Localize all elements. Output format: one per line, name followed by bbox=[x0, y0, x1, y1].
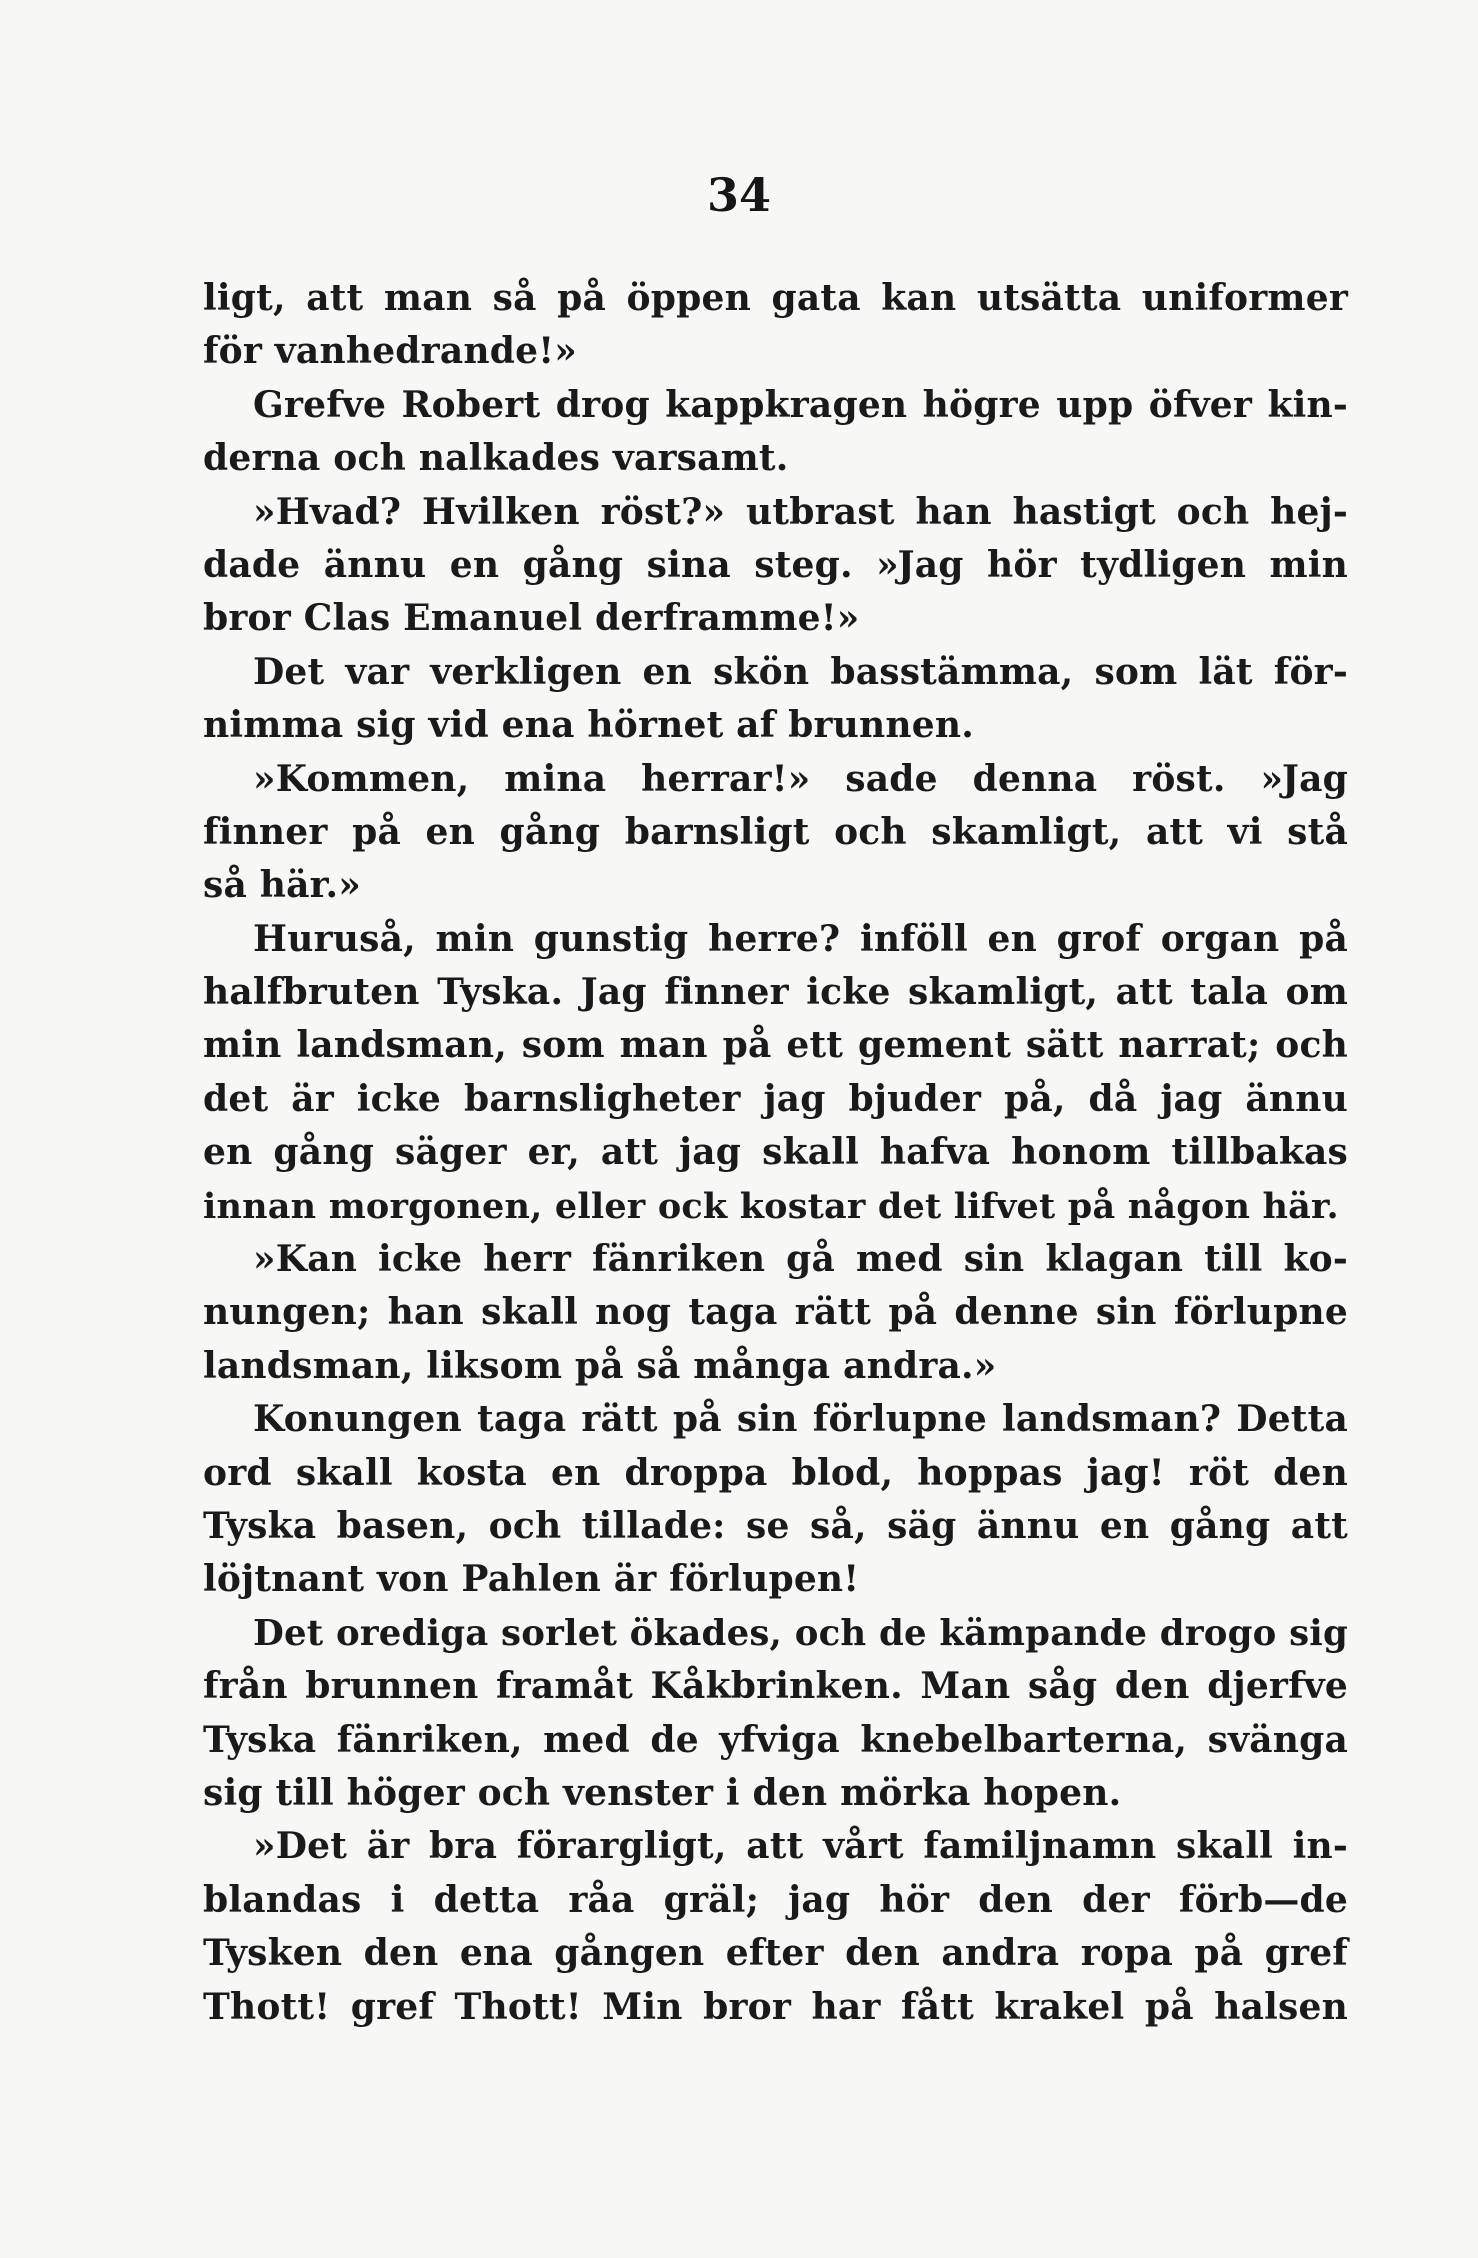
text-line: finner på en gång barnsligt och skamligt, att vi stå bbox=[203, 810, 1348, 853]
text-line: dade ännu en gång sina steg. »Jag hör tydligen min bbox=[203, 543, 1348, 586]
text-line: bror Clas Emanuel derframme!» bbox=[203, 597, 860, 640]
text-line: ligt, att man så på öppen gata kan utsätta uniformer bbox=[203, 277, 1348, 319]
text-line: halfbruten Tyska. Jag finner icke skamligt, att tala om bbox=[203, 971, 1348, 1014]
text-line: derna och nalkades varsamt. bbox=[203, 437, 789, 480]
text-line: »Det är bra förargligt, att vårt familjnamn skall in- bbox=[253, 1825, 1348, 1868]
text-line: Tyska basen, och tillade: se så, säg ännu en gång att bbox=[203, 1504, 1348, 1547]
text-line: en gång säger er, att jag skall hafva honom tillbakas bbox=[203, 1131, 1348, 1174]
text-line: sig till höger och venster i den mörka hopen. bbox=[203, 1771, 1122, 1814]
text-line: Tysken den ena gången efter den andra ropa på gref bbox=[203, 1932, 1348, 1975]
text-line: Thott! gref Thott! Min bror har fått krakel på halsen bbox=[203, 1985, 1348, 2028]
text-line: »Kommen, mina herrar!» sade denna röst. »Jag bbox=[253, 757, 1348, 800]
text-line: Tyska fänriken, med de yfviga knebelbarterna, svänga bbox=[203, 1718, 1348, 1761]
text-line: landsman, liksom på så många andra.» bbox=[203, 1344, 997, 1387]
page-number: 34 bbox=[706, 168, 771, 222]
text-line: för vanhedrande!» bbox=[203, 330, 577, 373]
text-line: »Hvad? Hvilken röst?» utbrast han hastigt och hej- bbox=[253, 490, 1348, 533]
text-line: det är icke barnsligheter jag bjuder på, då jag ännu bbox=[203, 1077, 1348, 1120]
text-line: nungen; han skall nog taga rätt på denne sin förlupne bbox=[203, 1291, 1348, 1334]
text-line: så här.» bbox=[203, 864, 361, 907]
text-line: nimma sig vid ena hörnet af brunnen. bbox=[203, 704, 974, 747]
text-line: Konungen taga rätt på sin förlupne landsman? Detta bbox=[253, 1398, 1348, 1441]
text-line: min landsman, som man på ett gement sätt narrat; och bbox=[203, 1024, 1348, 1067]
text-line: löjtnant von Pahlen är förlupen! bbox=[203, 1558, 860, 1601]
text-line: Huruså, min gunstig herre? inföll en grof organ på bbox=[253, 917, 1348, 960]
body-text bbox=[203, 272, 1348, 2034]
text-line: Grefve Robert drog kappkragen högre upp öfver kin- bbox=[253, 383, 1348, 426]
text-line: från brunnen framåt Kåkbrinken. Man såg den djerfve bbox=[203, 1665, 1348, 1708]
text-line: ord skall kosta en droppa blod, hoppas jag! röt den bbox=[203, 1451, 1348, 1494]
text-line: Det orediga sorlet ökades, och de kämpande drogo sig bbox=[253, 1612, 1348, 1654]
text-line: innan morgonen, eller ock kostar det lifvet på någon här. bbox=[203, 1185, 1339, 1227]
text-line: blandas i detta råa gräl; jag hör den der förb—de bbox=[203, 1878, 1348, 1921]
text-line: »Kan icke herr fänriken gå med sin klagan till ko- bbox=[253, 1238, 1348, 1281]
text-line: Det var verkligen en skön basstämma, som lät för- bbox=[253, 650, 1348, 693]
